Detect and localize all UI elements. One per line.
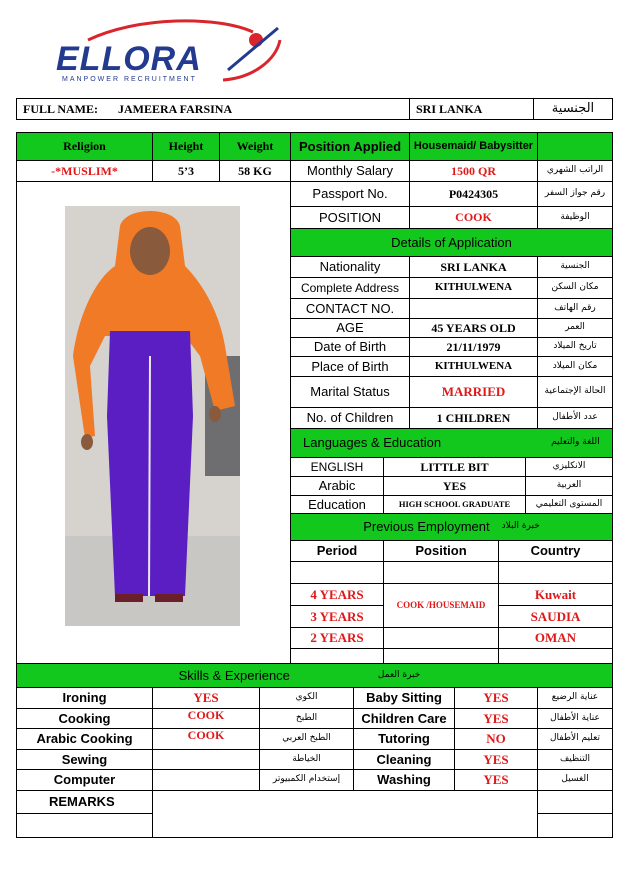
employment-blank-row	[383, 561, 499, 584]
contact-value	[409, 298, 538, 319]
application-title: Details of Application	[290, 228, 613, 257]
address-label: Complete Address	[290, 277, 410, 299]
skill-ironing-value: YES	[152, 687, 260, 709]
position-applied-value: Housemaid/ Babysitter	[409, 132, 538, 161]
weight-label: Weight	[219, 132, 291, 161]
skills-title-cell	[16, 663, 613, 688]
skill-cooking-value: COOK	[152, 708, 260, 729]
skill-arabic-cooking-value: COOK	[152, 728, 260, 750]
person-photo-icon	[65, 206, 240, 626]
dob-label: Date of Birth	[290, 337, 410, 357]
remarks-label: REMARKS	[16, 790, 153, 814]
pob-value: KITHULWENA	[409, 356, 538, 377]
religion-label: Religion	[16, 132, 153, 161]
logo-subtext: MANPOWER RECRUITMENT	[62, 76, 197, 83]
skill-sewing-value	[152, 749, 260, 770]
employment-position-value: COOK /HOUSEMAID	[383, 583, 499, 628]
religion-value: -*MUSLIM*	[16, 160, 153, 182]
english-label: ENGLISH	[290, 457, 384, 477]
height-label: Height	[152, 132, 220, 161]
skill-computer-ar: إستخدام الكمبيوتر	[259, 769, 354, 791]
position-applied-label: Position Applied	[290, 132, 410, 161]
passport-ar: رقم جواز السفر	[537, 181, 613, 207]
skill-washing-label: Washing	[353, 769, 455, 791]
nationality-row-value: SRI LANKA	[409, 256, 538, 278]
education-value: HIGH SCHOOL GRADUATE	[383, 495, 526, 514]
pob-label: Place of Birth	[290, 356, 410, 377]
marital-value: MARRIED	[409, 376, 538, 408]
skill-cleaning-value: YES	[454, 749, 538, 770]
age-value: 45 YEARS OLD	[409, 318, 538, 338]
candidate-photo	[65, 206, 240, 626]
monthly-salary-ar: الراتب الشهري	[537, 160, 613, 182]
children-ar: عدد الأطفال	[537, 407, 613, 429]
age-label: AGE	[290, 318, 410, 338]
position-ar: الوظيفة	[537, 206, 613, 229]
address-value: KITHULWENA	[409, 277, 538, 299]
marital-ar: الحالة الإجتماعية	[537, 376, 613, 408]
skill-cooking-ar: الطبخ	[259, 708, 354, 729]
skill-arabic-cooking-label: Arabic Cooking	[16, 728, 153, 750]
remarks-right	[537, 790, 613, 814]
children-value: 1 CHILDREN	[409, 407, 538, 429]
monthly-salary-label: Monthly Salary	[290, 160, 410, 182]
education-label: Education	[290, 495, 384, 514]
height-value: 5’3	[152, 160, 220, 182]
age-ar: العمر	[537, 318, 613, 338]
english-value: LITTLE BIT	[383, 457, 526, 477]
address-ar: مكان السكن	[537, 277, 613, 299]
skill-ironing-ar: الكوي	[259, 687, 354, 709]
skill-baby-sitting-value: YES	[454, 687, 538, 709]
dob-ar: تاريخ الميلاد	[537, 337, 613, 357]
employment-country-2: SAUDIA	[498, 605, 613, 628]
employment-blank-row	[290, 561, 384, 584]
contact-ar: رقم الهاتف	[537, 298, 613, 319]
arabic-value: YES	[383, 476, 526, 496]
employment-blank-row	[383, 648, 499, 664]
skill-baby-sitting-label: Baby Sitting	[353, 687, 455, 709]
employment-blank-row	[290, 648, 384, 664]
employment-position-3	[383, 627, 499, 649]
skill-tutoring-ar: تعليم الأطفال	[537, 728, 613, 750]
skill-washing-ar: الغسيل	[537, 769, 613, 791]
skill-arabic-cooking-ar: الطبخ العربي	[259, 728, 354, 750]
skills-title: Skills & Experience	[178, 667, 290, 683]
employment-country-3: OMAN	[498, 627, 613, 649]
employment-title-ar: خبرة البلاد	[501, 521, 540, 532]
position-value: COOK	[409, 206, 538, 229]
nationality-value: SRI LANKA	[409, 98, 534, 120]
position-label: POSITION	[290, 206, 410, 229]
arabic-label: Arabic	[290, 476, 384, 496]
skill-tutoring-label: Tutoring	[353, 728, 455, 750]
pob-ar: مكان الميلاد	[537, 356, 613, 377]
passport-label: Passport No.	[290, 181, 410, 207]
remarks-value	[152, 790, 538, 838]
arabic-ar: العربية	[525, 476, 613, 496]
skill-cleaning-ar: التنظيف	[537, 749, 613, 770]
languages-title-cell	[290, 428, 613, 458]
position-applied-ar	[537, 132, 613, 161]
nationality-row-ar: الجنسية	[537, 256, 613, 278]
skill-computer-value	[152, 769, 260, 791]
logo-text: ELLORA	[56, 40, 202, 78]
skill-baby-sitting-ar: عناية الرضيع	[537, 687, 613, 709]
weight-value: 58 KG	[219, 160, 291, 182]
employment-blank-row	[498, 561, 613, 584]
skill-children-care-label: Children Care	[353, 708, 455, 729]
country-header: Country	[498, 540, 613, 562]
skill-sewing-ar: الخياطة	[259, 749, 354, 770]
nationality-label: Nationality	[290, 256, 410, 278]
monthly-salary-value: 1500 QR	[409, 160, 538, 182]
skill-ironing-label: Ironing	[16, 687, 153, 709]
employment-title-cell	[290, 513, 613, 541]
skill-children-care-ar: عناية الأطفال	[537, 708, 613, 729]
skill-tutoring-value: NO	[454, 728, 538, 750]
remarks-blank	[16, 813, 153, 838]
employment-country-1: Kuwait	[498, 583, 613, 606]
skill-computer-label: Computer	[16, 769, 153, 791]
marital-label: Marital Status	[290, 376, 410, 408]
contact-label: CONTACT NO.	[290, 298, 410, 319]
period-header: Period	[290, 540, 384, 562]
employment-period-3: 2 YEARS	[290, 627, 384, 649]
english-ar: الانكليزي	[525, 457, 613, 477]
skills-title-ar: خبرة العمل	[377, 669, 421, 680]
full-name-value: JAMEERA FARSINA	[112, 98, 410, 120]
company-logo	[48, 18, 288, 88]
skill-children-care-value: YES	[454, 708, 538, 729]
languages-title: Languages & Education	[303, 435, 442, 451]
skill-cleaning-label: Cleaning	[353, 749, 455, 770]
employment-blank-row	[498, 648, 613, 664]
nationality-ar-label: الجنسية	[533, 98, 613, 120]
position-header: Position	[383, 540, 499, 562]
languages-title-ar: اللغة والتعليم	[551, 437, 600, 448]
full-name-label: FULL NAME:	[16, 98, 112, 120]
education-ar: المستوى التعليمي	[525, 495, 613, 514]
children-label: No. of Children	[290, 407, 410, 429]
passport-value: P0424305	[409, 181, 538, 207]
skill-sewing-label: Sewing	[16, 749, 153, 770]
dob-value: 21/11/1979	[409, 337, 538, 357]
employment-title: Previous Employment	[363, 519, 490, 535]
employment-period-1: 4 YEARS	[290, 583, 384, 606]
skill-washing-value: YES	[454, 769, 538, 791]
remarks-right	[537, 813, 613, 838]
employment-period-2: 3 YEARS	[290, 605, 384, 628]
skill-cooking-label: Cooking	[16, 708, 153, 729]
